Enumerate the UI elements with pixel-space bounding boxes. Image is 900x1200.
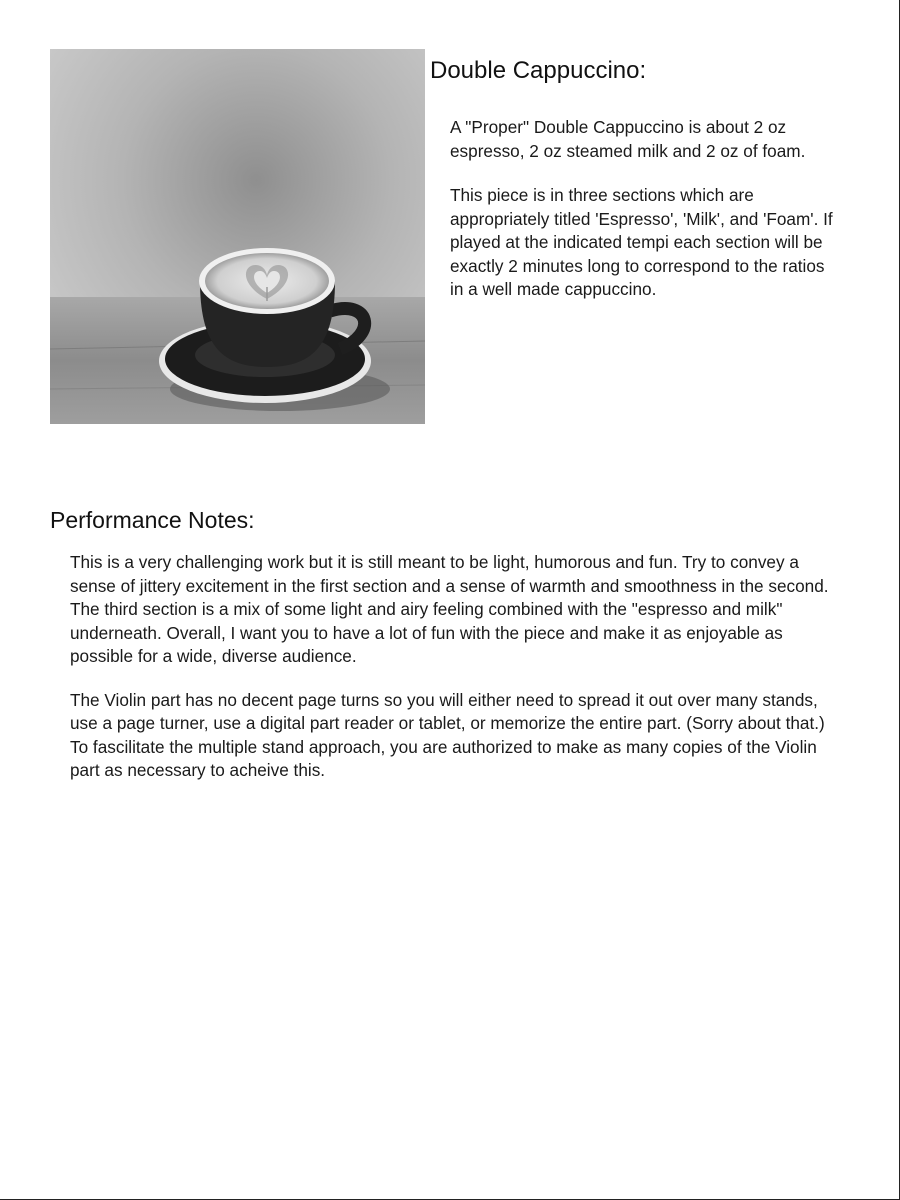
intro-paragraph: This piece is in three sections which are appropriately titled 'Espresso', 'Milk', and 'Foam'. If played at the indicated tempi each section will be exactly 2 minutes long to correspond to the ratios in a well made cappuccino. [450, 185, 833, 299]
page-title: Double Cappuccino: [430, 57, 647, 84]
performance-notes-section [70, 551, 830, 803]
intro-section [450, 116, 835, 323]
coffee-cup-photo [50, 49, 425, 424]
notes-paragraph: The Violin part has no decent page turns so you will either need to spread it out over many stands, use a page turner, use a digital part reader or tablet, or memorize the entire part. (Sorry about that.) To fascilitate the multiple stand approach, you are authorized to make as many copies of the Violin part as necessary to acheive this. [70, 689, 825, 780]
notes-paragraph: This is a very challenging work but it is still meant to be light, humorous and fun. Try to convey a sense of jittery excitement in the first section and a sense of warmth and smoothness in the second. The third section is a mix of some light and airy feeling combined with the "espresso and milk" underneath. Overall, I want you to have a lot of fun with the piece and make it as enjoyable as possible for a wide, diverse audience. [70, 552, 829, 666]
performance-notes-heading: Performance Notes: [50, 507, 255, 533]
intro-paragraph: A "Proper" Double Cappuccino is about 2 oz espresso, 2 oz steamed milk and 2 oz of foam. [450, 117, 806, 161]
